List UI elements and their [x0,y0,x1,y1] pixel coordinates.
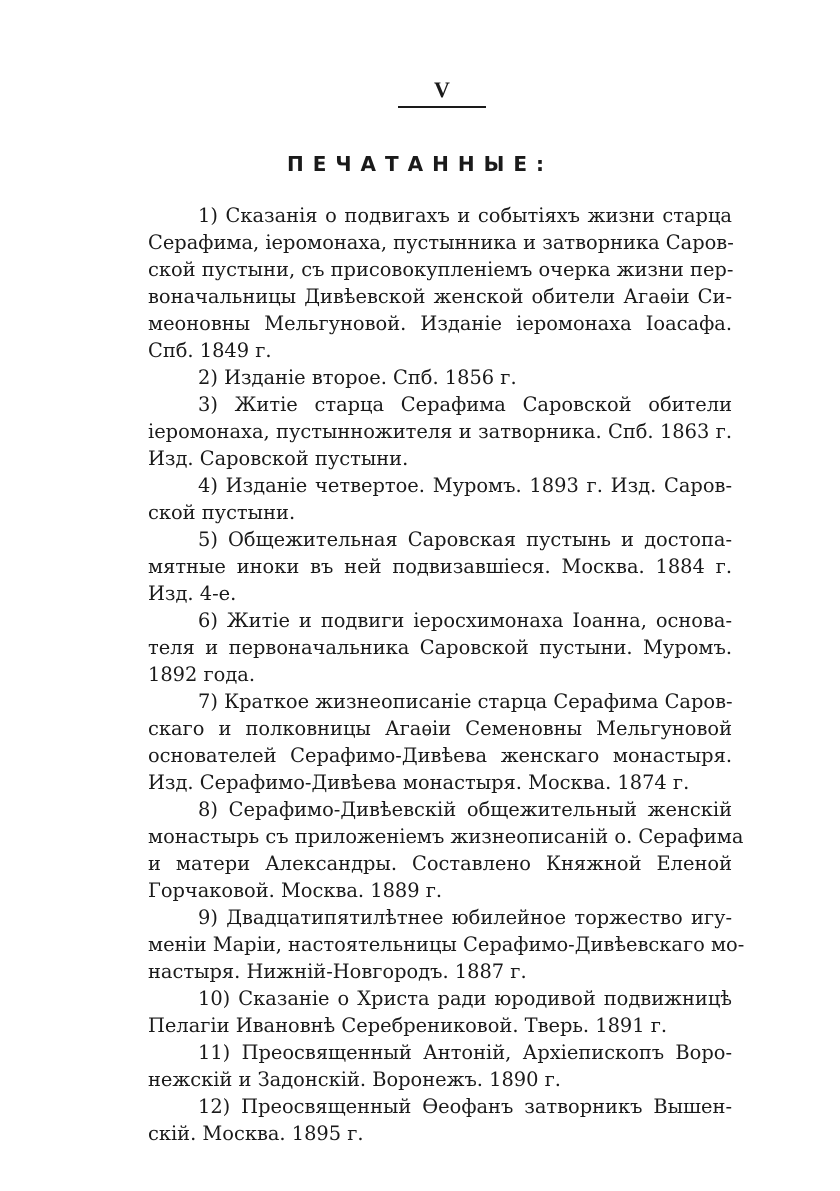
entry-line: Спб. 1849 г. [148,339,272,362]
page-number: V [398,78,486,108]
entry-line: меніи Маріи, настоятельницы Серафимо-Дивѣевскаго мо- [148,933,745,956]
entry-line: основателей Серафимо-Дивѣева женскаго монастыря. [148,744,732,767]
entry-line: воначальницы Дивѣевской женской обители Агаѳіи Си- [148,285,732,308]
entry-line: Пелагіи Ивановнѣ Серебрениковой. Тверь. 1891 г. [148,1014,668,1037]
bibliography-entry [148,796,744,904]
entry-line: Горчаковой. Москва. 1889 г. [148,879,443,902]
bibliography-entry [148,904,745,985]
entry-line: 1) Сказанія о подвигахъ и событіяхъ жизни старца [198,204,732,227]
bibliography-entry [148,1093,732,1147]
entry-line: 3) Житіе старца Серафима Саровской обители [198,393,732,416]
entry-line: настыря. Нижній-Новгородъ. 1887 г. [148,960,527,983]
entry-line: теля и первоначальника Саровской пустыни. Муромъ. [148,636,732,659]
bibliography-entry [148,526,732,607]
entry-line: Изд. Серафимо-Дивѣева монастыря. Москва. 1874 г. [148,771,690,794]
bibliography-entry [148,391,732,472]
entry-line: и матери Александры. Составлено Княжной Еленой [148,852,732,875]
entry-line: 8) Серафимо-Дивѣевскій общежительный женскій [198,798,732,821]
entry-line: скій. Москва. 1895 г. [148,1122,364,1145]
entry-line: 5) Общежительная Саровская пустынь и достопа- [198,528,732,551]
entry-line: 1892 года. [148,663,256,686]
bibliography-list [148,202,745,1147]
entry-line: 12) Преосвященный Ѳеофанъ затворникъ Вышен- [198,1095,732,1118]
entry-line: ской пустыни, съ присовокупленіемъ очерка жизни пер- [148,258,734,281]
section-heading: ПЕЧАТАННЫЕ: [286,152,554,176]
entry-line: нежскій и Задонскій. Воронежъ. 1890 г. [148,1068,561,1091]
entry-line: 10) Сказаніе о Христа ради юродивой подвижницѣ [198,987,732,1010]
entry-line: меоновны Мельгуновой. Изданіе іеромонаха Іоасафа. [148,312,732,335]
entry-line: 6) Житіе и подвиги іеросхимонаха Іоанна, основа- [198,609,732,632]
entry-line: мятные иноки въ ней подвизавшіеся. Москва. 1884 г. [148,555,732,578]
bibliography-entry [148,364,732,391]
entry-line: монастырь съ приложеніемъ жизнеописаній о. Серафима [148,825,744,848]
bibliography-entry [148,1039,732,1093]
bibliography-entry [148,985,732,1039]
bibliography-entry [148,202,732,364]
entry-line: 11) Преосвященный Антоній, Архіепископъ Воро- [198,1041,732,1064]
entry-line: 9) Двадцатипятилѣтнее юбилейное торжество игу- [198,906,732,929]
bibliography-entry [148,688,732,796]
entry-line: Серафима, іеромонаха, пустынника и затворника Саров- [148,231,734,254]
entry-line: 2) Изданіе второе. Спб. 1856 г. [198,366,517,389]
bibliography-entry [148,472,732,526]
entry-line: скаго и полковницы Агаѳіи Семеновны Мельгуновой [148,717,732,740]
entry-line: 4) Изданіе четвертое. Муромъ. 1893 г. Изд. Саров- [198,474,732,497]
entry-line: Изд. Саровской пустыни. [148,447,409,470]
entry-line: ской пустыни. [148,501,296,524]
bibliography-entry [148,607,732,688]
entry-line: іеромонаха, пустынножителя и затворника. Спб. 1863 г. [148,420,732,443]
entry-line: 7) Краткое жизнеописаніе старца Серафима Саров- [198,690,733,713]
entry-line: Изд. 4-е. [148,582,237,605]
